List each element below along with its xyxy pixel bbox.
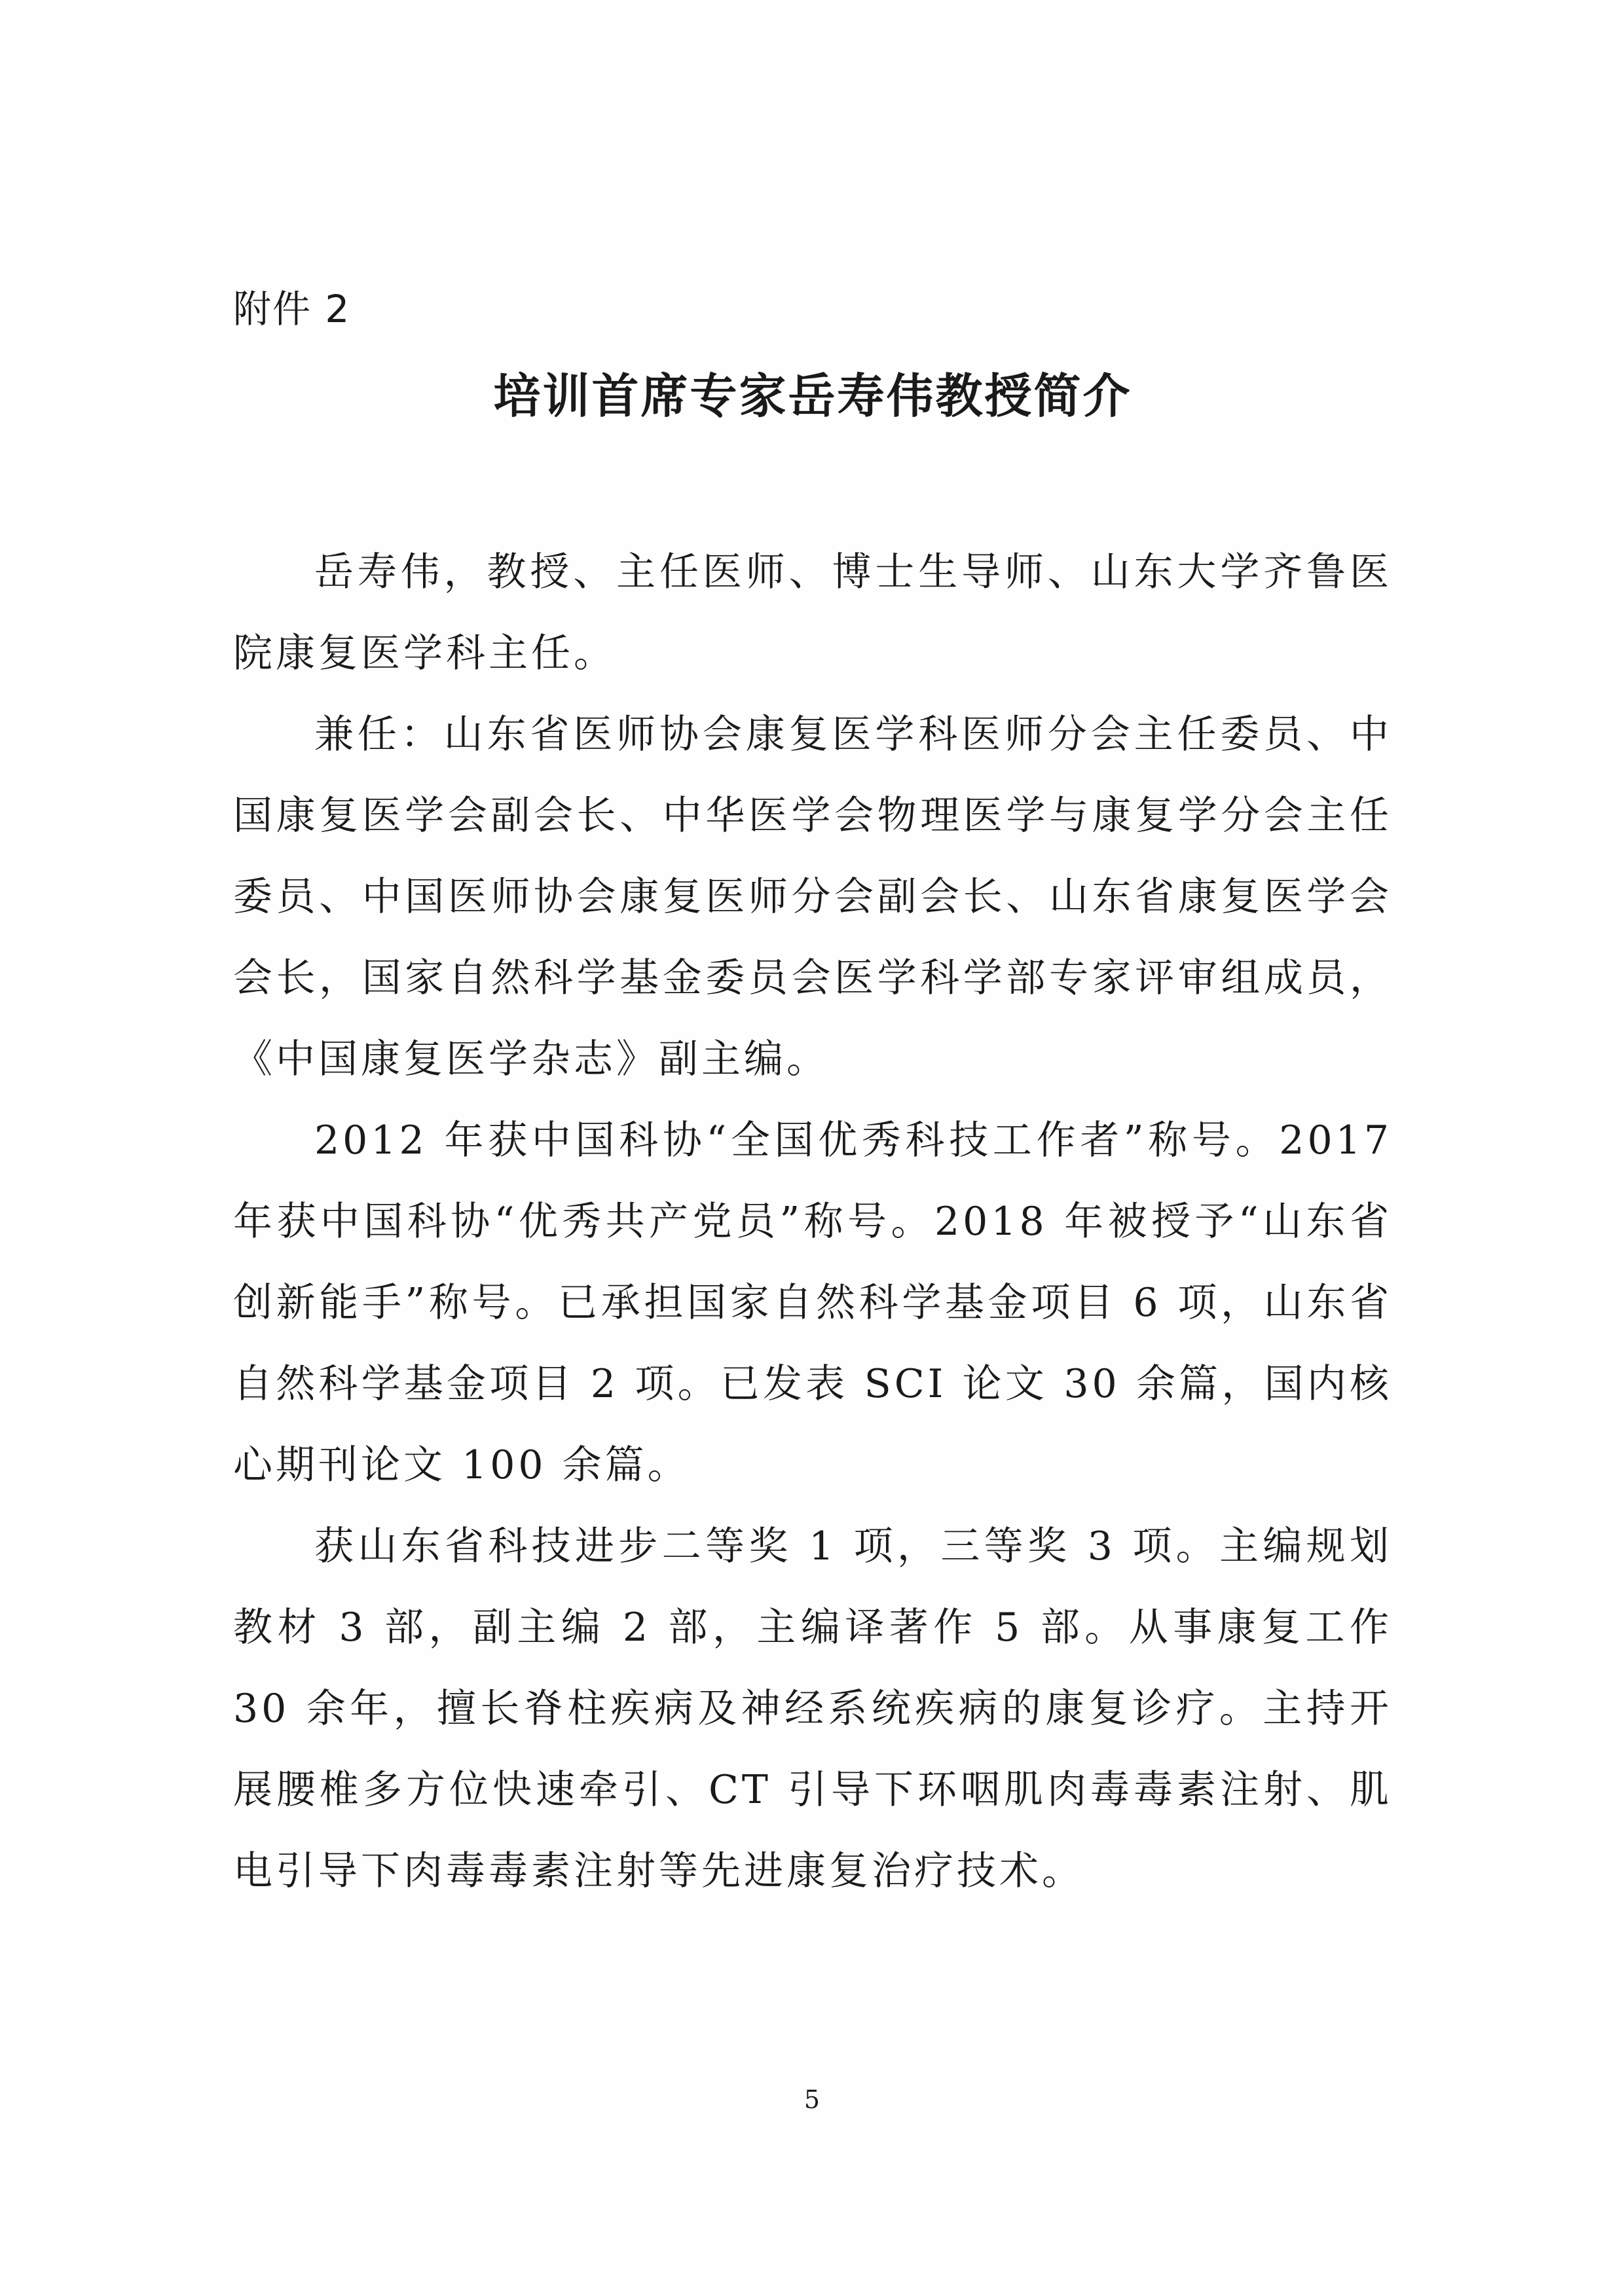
paragraph-honors-research: 2012 年获中国科协“全国优秀科技工作者”称号。2017 年获中国科协“优秀共产党员”称号。2018 年被授予“山东省创新能手”称号。已承担国家自然科学基金项目 6 项，山东省自然科学基金项目 2 项。已发表 SCI 论文 30 余篇，国内核心期刊论文 100 余篇。 [233,1118,1392,1488]
paragraph-positions: 兼任：山东省医师协会康复医学科医师分会主任委员、中国康复医学会副会长、中华医学会物理医学与康复学分会主任委员、中国医师协会康复医师分会副会长、山东省康复医学会会长，国家自然科学基金委员会医学科学部专家评审组成员，《中国康复医学杂志》副主编。 [233,712,1392,1082]
document-title: 培训首席专家岳寿伟教授简介 [493,369,1132,424]
paragraph-awards-expertise: 获山东省科技进步二等奖 1 项，三等奖 3 项。主编规划教材 3 部，副主编 2 部，主编译著作 5 部。从事康复工作 30 余年，擅长脊柱疾病及神经系统疾病的康复诊疗。主持开展腰椎多方位快速牵引、CT 引导下环咽肌肉毒毒素注射、肌电引导下肉毒毒素注射等先进康复治疗技术。 [233,1523,1392,1894]
paragraph-introduction: 岳寿伟，教授、主任医师、博士生导师、山东大学齐鲁医院康复医学科主任。 [233,549,1392,676]
page-number: 5 [803,2085,821,2114]
attachment-label: 附件 2 [233,287,351,331]
document-body [233,532,1392,1912]
